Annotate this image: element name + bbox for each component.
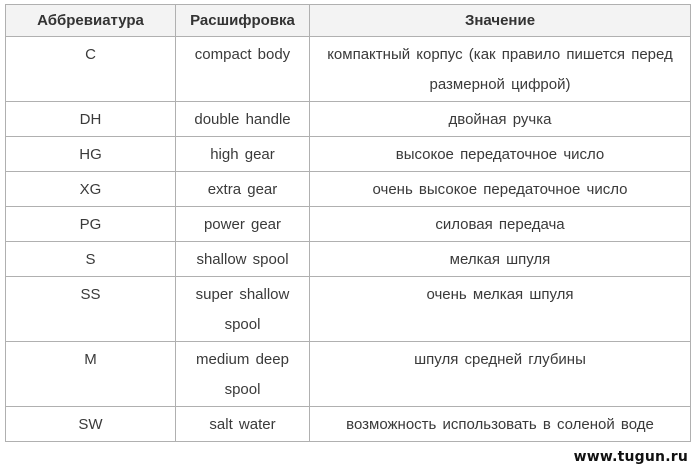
abbreviation-table (5, 4, 691, 442)
abbr-cell: PG (6, 207, 176, 242)
abbr-cell: XG (6, 172, 176, 207)
table-row (6, 137, 691, 172)
meaning-cell: шпуля средней глубины (310, 342, 691, 407)
header-expansion: Расшифровка (176, 5, 310, 37)
table-header-row (6, 5, 691, 37)
abbr-cell: M (6, 342, 176, 407)
header-meaning: Значение (310, 5, 691, 37)
meaning-cell: возможность использовать в соленой воде (310, 407, 691, 442)
abbr-cell: DH (6, 102, 176, 137)
meaning-cell: очень высокое передаточное число (310, 172, 691, 207)
expansion-cell: extra gear (176, 172, 310, 207)
meaning-cell: мелкая шпуля (310, 242, 691, 277)
abbr-cell: SW (6, 407, 176, 442)
expansion-cell: high gear (176, 137, 310, 172)
expansion-cell: compact body (176, 37, 310, 102)
site-watermark: www.tugun.ru (573, 449, 688, 465)
expansion-cell: shallow spool (176, 242, 310, 277)
meaning-cell: двойная ручка (310, 102, 691, 137)
meaning-cell: очень мелкая шпуля (310, 277, 691, 342)
table-row (6, 407, 691, 442)
expansion-cell: medium deep spool (176, 342, 310, 407)
meaning-cell: высокое передаточное число (310, 137, 691, 172)
table-row (6, 207, 691, 242)
table-row (6, 277, 691, 342)
abbr-cell: SS (6, 277, 176, 342)
header-abbreviation: Аббревиатура (6, 5, 176, 37)
meaning-cell: силовая передача (310, 207, 691, 242)
meaning-cell: компактный корпус (как правило пишется перед размерной цифрой) (310, 37, 691, 102)
table-row (6, 102, 691, 137)
table-row (6, 242, 691, 277)
expansion-cell: power gear (176, 207, 310, 242)
abbr-cell: C (6, 37, 176, 102)
expansion-cell: salt water (176, 407, 310, 442)
expansion-cell: super shallow spool (176, 277, 310, 342)
abbr-cell: HG (6, 137, 176, 172)
table-row (6, 172, 691, 207)
table-row (6, 37, 691, 102)
table-row (6, 342, 691, 407)
expansion-cell: double handle (176, 102, 310, 137)
abbr-cell: S (6, 242, 176, 277)
